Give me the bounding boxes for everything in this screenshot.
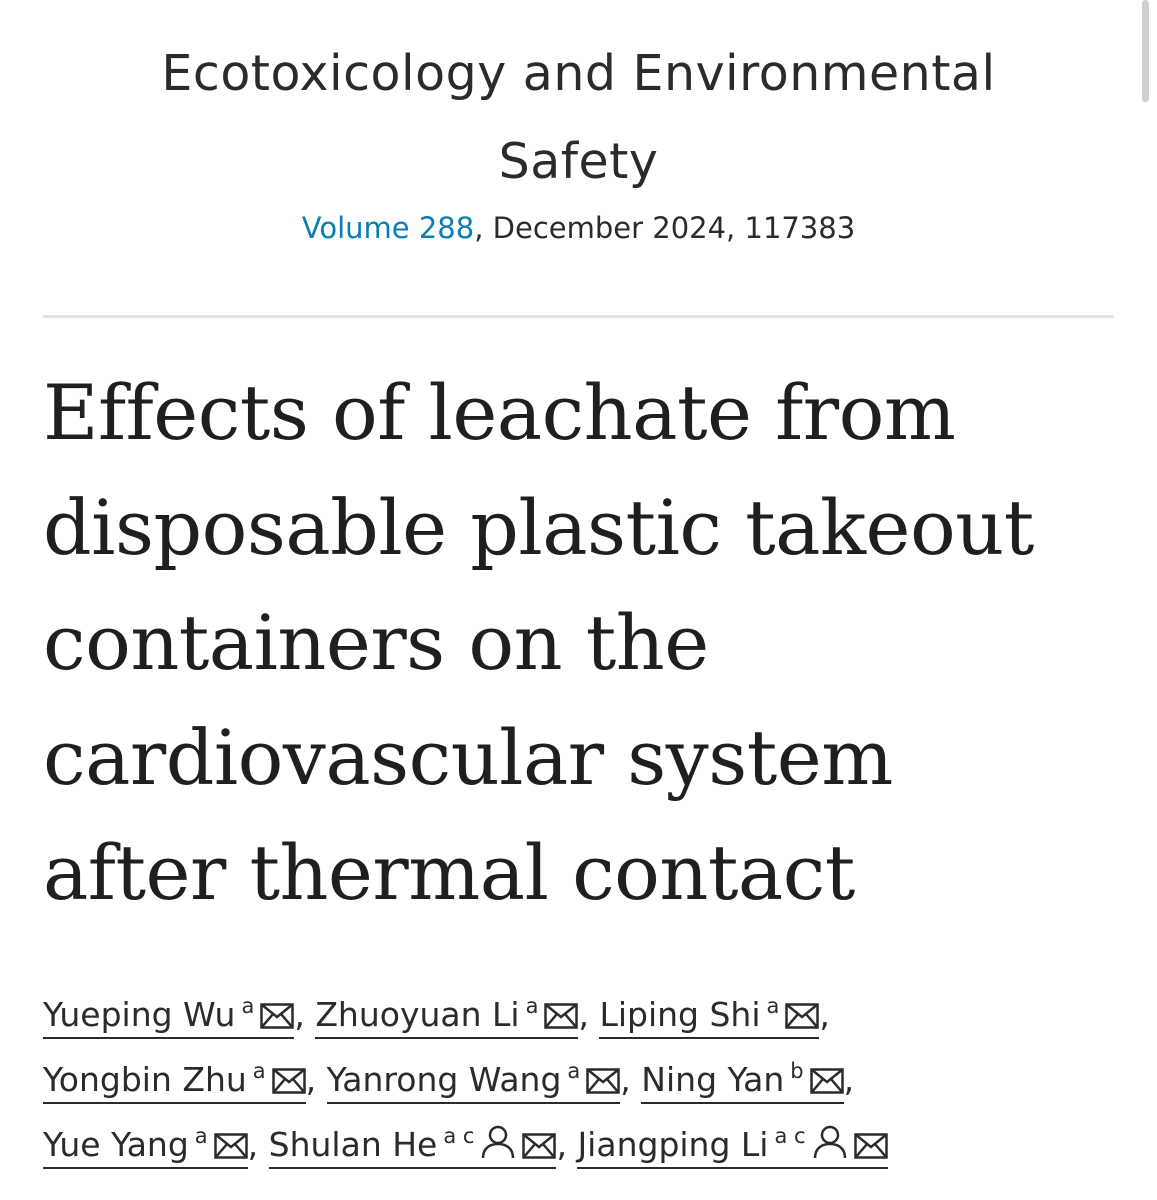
author-link-jiangping-li[interactable] bbox=[577, 1114, 887, 1169]
journal-title-line1: Ecotoxicology and Environmental bbox=[161, 45, 996, 102]
author-name: Shulan He bbox=[268, 1125, 438, 1164]
envelope-icon[interactable] bbox=[272, 1068, 306, 1094]
author-name: Jiangping Li bbox=[577, 1125, 769, 1164]
author-link-yanrong-wang[interactable] bbox=[327, 1049, 621, 1104]
issue-date-and-number: , December 2024, 117383 bbox=[474, 211, 856, 245]
article-title-line: after thermal contact bbox=[43, 828, 855, 917]
person-icon[interactable] bbox=[812, 1125, 848, 1159]
journal-title-line2: Safety bbox=[498, 133, 659, 190]
volume-link[interactable]: Volume 288 bbox=[301, 211, 475, 245]
header-divider bbox=[43, 315, 1114, 318]
affiliation-marker: a bbox=[525, 994, 539, 1018]
author-separator: , bbox=[620, 1060, 631, 1099]
author-link-yueping-wu[interactable] bbox=[43, 984, 294, 1039]
affiliation-marker: a bbox=[194, 1124, 208, 1148]
author-line bbox=[43, 982, 1123, 1047]
affiliation-marker: a bbox=[567, 1059, 581, 1083]
affiliation-marker: a bbox=[766, 994, 780, 1018]
author-separator: , bbox=[843, 1060, 855, 1099]
article-title bbox=[43, 355, 1123, 930]
affiliation-marker: a c bbox=[774, 1124, 806, 1148]
author-separator: , bbox=[556, 1125, 567, 1164]
author-separator: , bbox=[578, 995, 589, 1034]
envelope-icon[interactable] bbox=[544, 1003, 578, 1029]
envelope-icon[interactable] bbox=[260, 1003, 294, 1029]
envelope-icon[interactable] bbox=[810, 1068, 844, 1094]
author-name: Ning Yan bbox=[641, 1060, 785, 1099]
author-separator: , bbox=[819, 995, 830, 1034]
article-title-line: containers on the bbox=[43, 598, 709, 687]
journal-title[interactable] bbox=[43, 30, 1114, 206]
author-name: Yueping Wu bbox=[43, 995, 236, 1034]
author-name: Yue Yang bbox=[43, 1125, 189, 1164]
envelope-icon[interactable] bbox=[214, 1133, 248, 1159]
journal-header bbox=[43, 30, 1114, 248]
affiliation-marker: a c bbox=[443, 1124, 475, 1148]
affiliation-marker: a bbox=[241, 994, 255, 1018]
envelope-icon[interactable] bbox=[586, 1068, 620, 1094]
affiliation-marker: b bbox=[790, 1059, 804, 1083]
envelope-icon[interactable] bbox=[854, 1133, 888, 1159]
author-name: Yanrong Wang bbox=[326, 1060, 562, 1099]
author-link-ning-yan[interactable] bbox=[641, 1049, 843, 1104]
author-line bbox=[43, 1112, 1123, 1177]
author-link-yue-yang[interactable] bbox=[43, 1114, 248, 1169]
article-title-line: Effects of leachate from bbox=[43, 368, 956, 457]
author-link-zhuoyuan-li[interactable] bbox=[315, 984, 578, 1039]
author-separator: , bbox=[247, 1125, 259, 1164]
author-name: Yongbin Zhu bbox=[43, 1060, 247, 1099]
envelope-icon[interactable] bbox=[785, 1003, 819, 1029]
author-link-liping-shi[interactable] bbox=[599, 984, 819, 1039]
author-line bbox=[43, 1047, 1123, 1112]
author-separator: , bbox=[305, 1060, 317, 1099]
author-name: Zhuoyuan Li bbox=[315, 995, 520, 1034]
issue-info bbox=[43, 208, 1114, 248]
envelope-icon[interactable] bbox=[522, 1133, 556, 1159]
article-title-line: cardiovascular system bbox=[43, 713, 893, 802]
scrollbar-thumb[interactable] bbox=[1142, 0, 1149, 102]
article-title-line: disposable plastic takeout bbox=[43, 483, 1034, 572]
person-icon[interactable] bbox=[480, 1125, 516, 1159]
author-list bbox=[43, 982, 1123, 1177]
author-link-shulan-he[interactable] bbox=[269, 1114, 557, 1169]
author-link-yongbin-zhu[interactable] bbox=[43, 1049, 306, 1104]
affiliation-marker: a bbox=[252, 1059, 266, 1083]
author-separator: , bbox=[294, 995, 305, 1034]
author-name: Liping Shi bbox=[599, 995, 761, 1034]
